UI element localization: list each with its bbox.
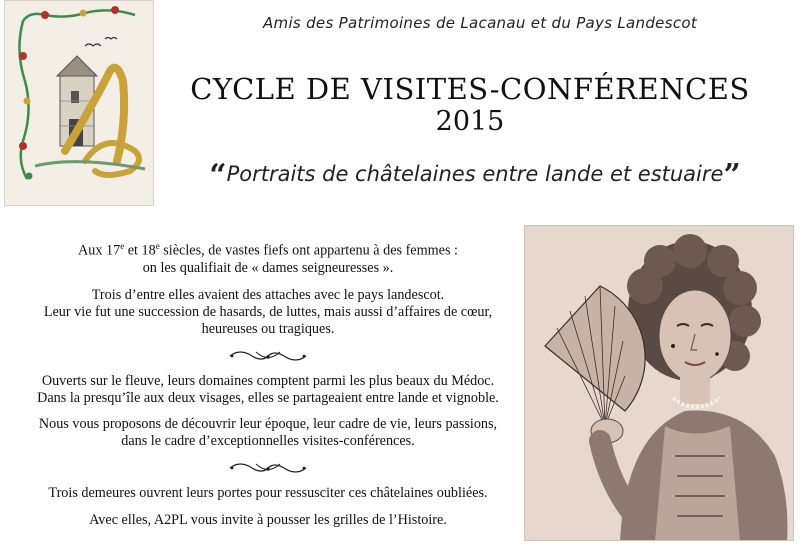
quote-open: “ xyxy=(209,158,227,193)
quote-close: ” xyxy=(723,158,741,193)
p1-sup-b: e xyxy=(155,241,160,251)
paragraph-4 xyxy=(12,416,524,450)
paragraph-2 xyxy=(12,287,524,338)
a2pl-logo xyxy=(4,0,154,206)
p1-text-b: et 18 xyxy=(124,242,156,259)
p4-line2: dans le cadre d’exceptionnelles visites-conférences. xyxy=(121,432,415,449)
p2-line2: Leur vie fut une succession de hasards, de luttes, mais aussi d’affaires de cœur, xyxy=(43,303,493,320)
p4-line1: Nous vous proposons de découvrir leur époque, leur cadre de vie, leurs passions, xyxy=(38,415,498,432)
paragraph-1 xyxy=(12,238,524,277)
p1-text-c: siècles, de vastes fiefs ont appartenu à des femmes : xyxy=(159,242,458,259)
p3-line2: Dans la presqu’île aux deux visages, elles se partageaient entre lande et vignoble. xyxy=(37,389,499,406)
page-title-year: 2015 xyxy=(435,106,505,137)
flourish-divider-icon xyxy=(226,347,310,365)
p1-line2: on les qualifiait de « dames seigneuresses ». xyxy=(142,259,394,276)
portrait-image xyxy=(524,225,794,541)
engraved-portrait-icon xyxy=(525,226,794,541)
p1-sup-a: e xyxy=(120,241,125,251)
p2-line3: heureuses ou tragiques. xyxy=(201,320,335,337)
paragraph-3 xyxy=(12,373,524,407)
p3-line1: Ouverts sur le fleuve, leurs domaines comptent parmi les plus beaux du Médoc. xyxy=(41,372,495,389)
subtitle-text: Portraits de châtelaines entre lande et estuaire xyxy=(226,162,724,186)
page-title: CYCLE DE VISITES-CONFÉRENCES xyxy=(190,72,750,106)
p1-text-a: Aux 17 xyxy=(78,242,121,259)
body-text xyxy=(12,238,524,539)
flourish-divider-icon xyxy=(226,459,310,477)
paragraph-5: Trois demeures ouvrent leurs portes pour ressusciter ces châtelaines oubliées. xyxy=(48,484,488,501)
p2-line1: Trois d’entre elles avaient des attaches avec le pays landescot. xyxy=(91,286,445,303)
paragraph-6: Avec elles, A2PL vous invite à pousser les grilles de l’Histoire. xyxy=(89,511,447,528)
organization-name: Amis des Patrimoines de Lacanau et du Pays Landescot xyxy=(262,14,698,32)
a2pl-logo-icon xyxy=(5,1,154,206)
subtitle xyxy=(180,158,770,193)
